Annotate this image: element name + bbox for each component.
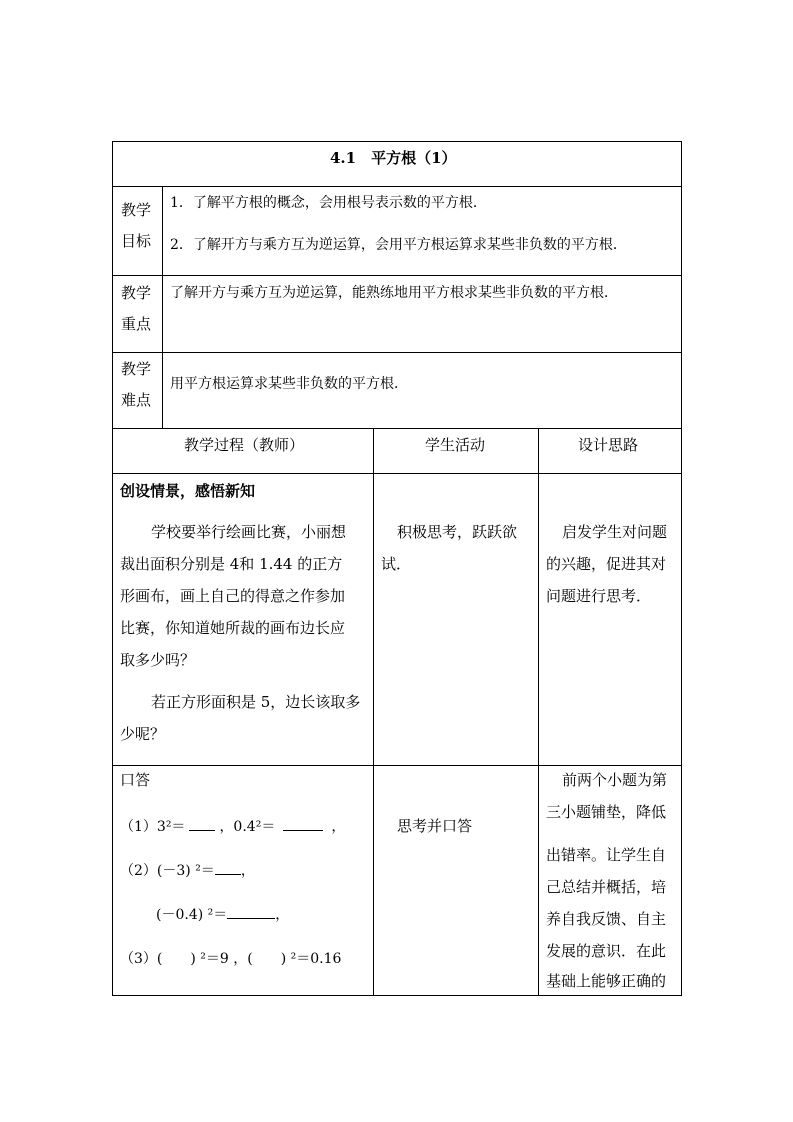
question-2-continued (156, 904, 289, 925)
design-line: 己总结并概括，培 (546, 878, 667, 896)
answer-blank (227, 904, 275, 919)
design-line: 三小题铺垫，降低 (546, 803, 667, 821)
difficulties-text: 用平方根运算求某些非负数的平方根． (170, 376, 408, 392)
row-divider (112, 275, 682, 276)
row-divider (112, 473, 682, 474)
scenario-line: 裁出面积分别是 4和 1.44 的正方 (120, 555, 343, 573)
design-line: 前两个小题为第 (562, 771, 668, 789)
design-line: 养自我反馈、自主 (546, 910, 667, 928)
answer-blank (189, 816, 215, 831)
objective-item-2: 2．了解开方与乘方互为逆运算，会用平方根运算求某些非负数的平方根． (170, 237, 627, 253)
design-line: 问题进行思考． (546, 587, 652, 605)
question-1-part-c: ， (331, 819, 346, 835)
objective-item-1: 1．了解平方根的概念，会用根号表示数的平方根． (170, 195, 487, 211)
question-3: （3）( ) ²＝9 ，( ) ²＝0.16 (120, 951, 342, 967)
question-2 (120, 860, 255, 881)
design-line: 的兴趣，促进其对 (546, 555, 667, 573)
design-column-divider (538, 428, 539, 996)
key-points-label-2: 重点 (121, 315, 152, 333)
answer-blank (283, 816, 323, 831)
question-1-part-b: ，0.4²＝ (219, 819, 276, 835)
answer-blank (215, 860, 241, 875)
lesson-title: 4.1 平方根（1） (330, 149, 457, 167)
question-2c-part-b: ， (275, 907, 290, 923)
difficulties-label-2: 难点 (121, 391, 152, 409)
row-divider (112, 186, 682, 187)
scenario-line: 取多少吗？ (120, 651, 196, 669)
question-2c-part-a: (－0.4) ²＝ (156, 907, 228, 923)
scenario-line: 比赛，你知道她所裁的画布边长应 (120, 619, 346, 637)
difficulties-label-1: 教学 (121, 360, 152, 378)
column-header-process: 教学过程（教师） (184, 436, 305, 454)
objectives-label-1: 教学 (121, 201, 152, 219)
design-line: 基础上能够正确的 (546, 972, 667, 990)
objectives-label-2: 目标 (121, 232, 152, 250)
design-line: 出错率。让学生自 (546, 846, 667, 864)
student-column-divider (373, 428, 374, 996)
followup-line: 若正方形面积是 5，边长该取多 (151, 693, 361, 711)
row-divider (112, 428, 682, 429)
design-line: 启发学生对问题 (562, 523, 668, 541)
student-activity-line: 积极思考，跃跃欲 (397, 523, 518, 541)
question-2-part-a: （2）(－3) ²＝ (120, 863, 215, 879)
row-divider (112, 765, 682, 766)
key-points-label-1: 教学 (121, 284, 152, 302)
key-points-text: 了解开方与乘方互为逆运算，能熟练地用平方根求某些非负数的平方根． (170, 285, 618, 301)
scenario-line: 学校要举行绘画比赛，小丽想 (151, 523, 347, 541)
design-line: 发展的意识．在此 (546, 942, 667, 960)
row-divider (112, 352, 682, 353)
student-activity-line: 试． (381, 555, 412, 573)
question-2-part-b: ， (240, 863, 255, 879)
question-1 (120, 816, 345, 837)
student-activity: 思考并口答 (397, 817, 473, 835)
followup-line: 少呢？ (120, 725, 166, 743)
label-column-divider (162, 186, 163, 428)
section-heading: 创设情景，感悟新知 (120, 482, 256, 500)
section-heading: 口答 (120, 771, 151, 789)
column-header-design: 设计思路 (578, 436, 639, 454)
question-1-part-a: （1）3²＝ (120, 819, 186, 835)
column-header-student: 学生活动 (425, 436, 486, 454)
scenario-line: 形画布，画上自己的得意之作参加 (120, 587, 346, 605)
